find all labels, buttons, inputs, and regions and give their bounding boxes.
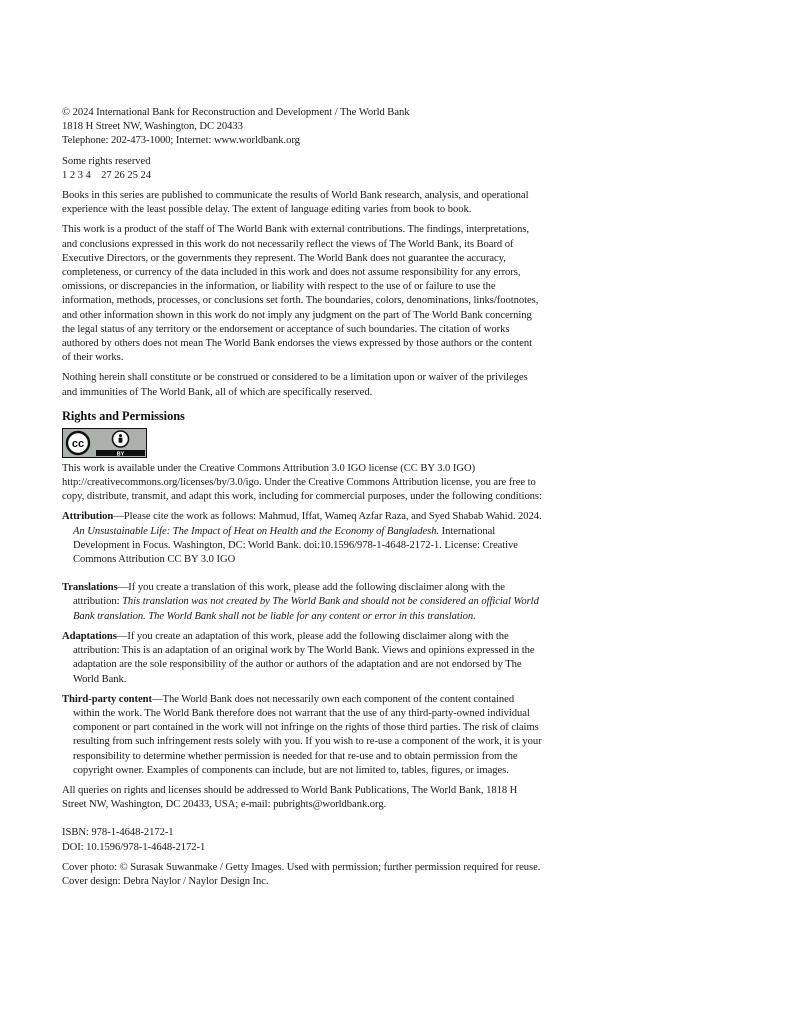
license-intro: This work is available under the Creative Commons Attribution 3.0 IGO license (CC BY 3.0 IGO) http://creativecommons.org/licenses/by/3.0/igo. Under the Creative Commons Attribution license, you are free to copy, distribute, transmit, and adapt this work, including for commercial purposes, under the following conditions: [62, 462, 542, 503]
by-label: BY [116, 451, 125, 458]
person-body [119, 437, 123, 442]
copyright-block [62, 106, 542, 149]
cc-icon-text: cc [71, 437, 85, 450]
doi: DOI: 10.1596/978-1-4648-2172-1 [62, 841, 206, 853]
attribution-condition [62, 510, 542, 567]
disclaimer-paragraph: This work is a product of the staff of The World Bank with external contributions. The findings, interpretations, and conclusions expressed in this work do not necessarily reflect the views of The World Bank, its Board of Executive Directors, or the governments they represent. The World Bank does not guarantee the accuracy, completeness, or currency of the data included in this work and does not assume responsibility for any errors, omissions, or discrepancies in the information, or liability with respect to the use of or failure to use the information, methods, processes, or conclusions set forth. The boundaries, colors, denominations, links/footnotes, and other information shown in this work do not imply any judgment on the part of The World Bank concerning the legal status of any territory or the endorsement or acceptance of such boundaries. The citation of works authored by others does not mean The World Bank endorses the views expressed by those authors or the content of their works. [62, 224, 539, 364]
attribution-citation: International Development in Focus. Washington, DC: World Bank. doi:10.1596/978-1-4648-2172-1. License: Creative Commons Attribution CC BY 3.0 IGO [73, 525, 518, 566]
cover-photo-credit: Cover photo: © Surasak Suwanmake / Getty Images. Used with permission; further permission required for reuse. [62, 861, 541, 873]
isbn: ISBN: 978-1-4648-2172-1 [62, 827, 174, 839]
adaptations-condition [62, 630, 542, 687]
adaptations-label: Adaptations [62, 630, 117, 642]
third-party-dash: — [151, 693, 163, 705]
copyright-page [62, 106, 542, 889]
person-head [119, 434, 122, 437]
translations-label: Translations [62, 582, 118, 594]
rights-queries: All queries on rights and licenses should be addressed to World Bank Publications, The World Bank, 1818 H Street NW, Washington, DC 20433, USA; e-mail: pubrights@worldbank.org. [62, 784, 518, 811]
attribution-label: Attribution [62, 511, 114, 523]
credits-block [62, 861, 542, 889]
translations-condition [62, 581, 542, 624]
printing-numbers: 1 2 3 4 27 26 25 24 [62, 169, 151, 181]
cover-design-credit: Cover design: Debra Naylor / Naylor Design Inc. [62, 875, 269, 887]
address-line: 1818 H Street NW, Washington, DC 20433 [62, 121, 243, 133]
copyright-line: © 2024 International Bank for Reconstruction and Development / The World Bank [62, 107, 410, 118]
translations-text: If you create a translation of this work, please add the following disclaimer along with the attribution: [73, 582, 505, 608]
third-party-label: Third-party content [62, 693, 152, 705]
attribution-text: Please cite the work as follows: Mahmud, Iffat, Wameq Azfar Raza, and Syed Shabab Wahid. 2024. [123, 511, 542, 523]
attribution-book-title: An Unsustainable Life: The Impact of Heat on Health and the Economy of Bangladesh. [73, 525, 440, 537]
translations-dash: — [117, 582, 129, 594]
adaptations-text: If you create an adaptation of this work, please add the following disclaimer along with the attribution: This is an adaptation of an original work by The World Bank. Views and opinions expressed in the adaptation are the sole responsibility of the author or authors of the adaptation and are not endorsed by The World Bank. [73, 630, 535, 685]
contact-line: Telephone: 202-473-1000; Internet: www.worldbank.org [62, 135, 300, 147]
adaptations-dash: — [116, 630, 128, 642]
rights-reserved-block [62, 155, 542, 183]
series-note: Books in this series are published to communicate the results of World Bank research, analysis, and operational experience with the least possible delay. The extent of language editing varies from book to book. [62, 190, 529, 216]
rights-reserved: Some rights reserved [62, 155, 151, 167]
rights-permissions-heading: Rights and Permissions [62, 408, 185, 423]
cc-by-license-badge[interactable] [62, 428, 147, 458]
translations-disclaimer: This translation was not created by The World Bank and should not be considered an official World Bank translation. The World Bank shall not be liable for any content or error in this translation. [73, 596, 539, 622]
identifiers-block [62, 826, 542, 854]
third-party-text: The World Bank does not necessarily own each component of the content contained within the work. The World Bank therefore does not warrant that the use of any third-party-owned individual component or part contained in the work will not infringe on the rights of those third parties. The risk of claims resulting from such infringement rests solely with you. If you wish to re-use a component of the work, it is your responsibility to determine whether permission is needed for that re-use and to obtain permission from the copyright owner. Examples of components can include, but are not limited to, tables, figures, or images. [73, 693, 542, 776]
immunities-paragraph: Nothing herein shall constitute or be construed or considered to be a limitation upon or waiver of the privileges and immunities of The World Bank, all of which are specifically reserved. [62, 372, 528, 398]
attribution-dash: — [113, 511, 124, 523]
third-party-condition [62, 693, 542, 778]
